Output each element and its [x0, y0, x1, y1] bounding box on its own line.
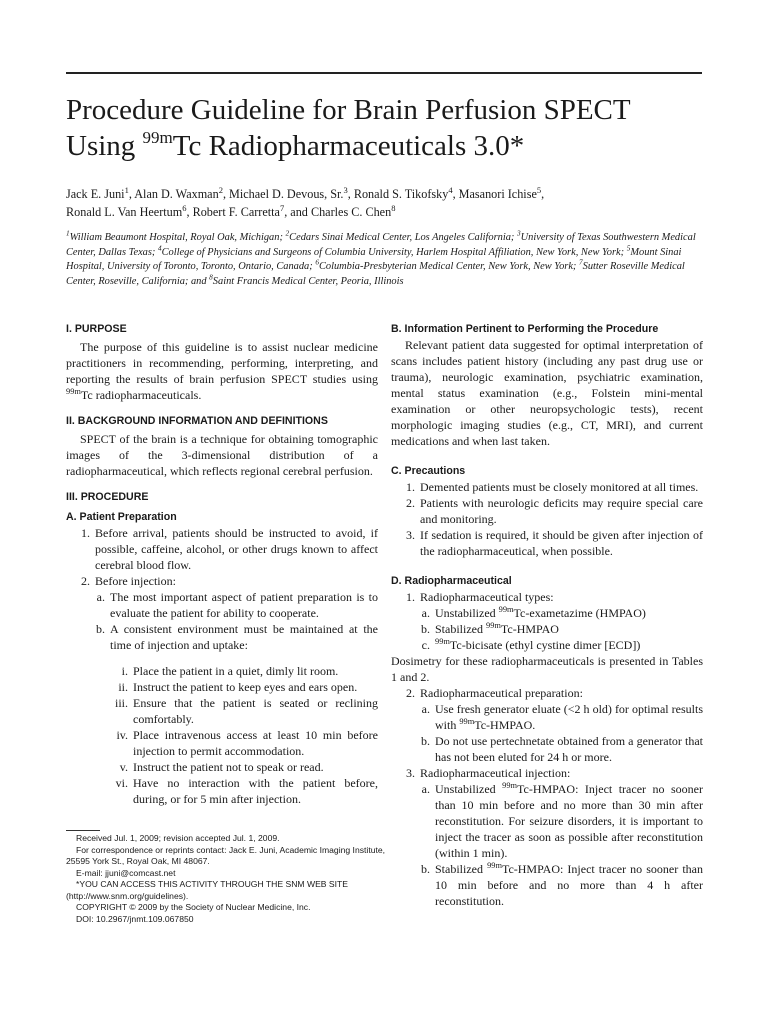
purpose-paragraph: The purpose of this guideline is to assist nuclear medicine practitioners in recommending, performing, interpreting, and reporting the results of brain perfusion SPECT studies using $^{99m}$Tc radiopharmaceuticals.: [66, 340, 378, 402]
list-item: b. Do not use pertechnetate obtained from a generator that has not been eluted for 24 h or more.: [421, 734, 703, 764]
footnote-email: E-mail: jjuni@comcast.net: [76, 867, 176, 878]
list-item: iv. Place intravenous access at least 10 min before injection to permit accommodation.: [116, 728, 378, 758]
list-item: 2. Patients with neurologic deficits may require special care and monitoring.: [406, 496, 703, 526]
list-item: b. Stabilized $^{99m}$Tc-HMPAO: Inject tracer no sooner than 10 min before and no more than 4 h after reconstitution.: [421, 861, 703, 908]
author-list: [66, 185, 706, 221]
title-line-1: Procedure Guideline for Brain Perfusion SPECT: [66, 94, 631, 126]
section-heading-procedure: III. PROCEDURE: [66, 491, 149, 503]
footnote-correspondence: For correspondence or reprints contact: Jack E. Juni, Academic Imaging Institute, 25595 York St., Royal Oak, MI 48067.: [66, 844, 386, 866]
list-item: iii. Ensure that the patient is seated or reclining comfortably.: [114, 696, 378, 726]
author: Ronald L. Van Heertum$^6$,: [66, 202, 193, 219]
top-rule: [66, 72, 702, 74]
title-line-2-prefix: Using: [66, 130, 143, 162]
list-item: a. Unstabilized $^{99m}$Tc-exametazime (HMPAO): [421, 605, 646, 620]
title-line-2-suffix: Tc Radiopharmaceuticals 3.0*: [172, 130, 525, 162]
dosimetry-paragraph: Dosimetry for these radiopharmaceuticals is presented in Tables 1 and 2.: [391, 654, 703, 684]
affiliations: $^1$William Beaumont Hospital, Royal Oak, Michigan; $^2$Cedars Sinai Medical Center, Los Angeles California; $^3$University of Texas Southwestern Medical Center, Dallas Texas; $^4$College of Physicians and Surgeons of Columbia University, Harlem Hospital Affiliation, New York, New York; $^5$Mount Sinai Hospital, University of Toronto, Toronto, Ontario, Canada; $^6$Columbia-Presbyterian Medical Center, New York, New York; $^7$Sutter Roseville Medical Center, Roseville, California; and $^8$Saint Francis Medical Center, Peoria, Illinois: [66, 229, 696, 287]
information-paragraph: Relevant patient data suggested for optimal interpretation of scans includes patient history (including any past drug use or trauma), neurologic examination, psychiatric examination, mental status examination (e.g., Folstein mini-mental examination or other neuropsychologic tests), recent morphologic imaging studies (e.g., CT, MRI), and current medications and when last taken.: [391, 338, 703, 448]
list-item: a. Unstabilized $^{99m}$Tc-HMPAO: Inject tracer no sooner than 10 min before and no more than 30 min after reconstitution. For seizure disorders, it is important to inject the tracer as soon as possible after reconstitution (within 1 min).: [421, 781, 703, 860]
author: Masanori Ichise$^5$,: [458, 184, 545, 201]
footnote-copyright: COPYRIGHT © 2009 by the Society of Nuclear Medicine, Inc.: [76, 902, 311, 912]
list-item: 3. If sedation is required, it should be given after injection of the radiopharmaceutical, when possible.: [406, 528, 703, 558]
list-item: 1. Demented patients must be closely monitored at all times.: [406, 480, 699, 494]
list-item: v. Instruct the patient not to speak or read.: [119, 760, 324, 774]
section-heading-background: II. BACKGROUND INFORMATION AND DEFINITIONS: [66, 415, 328, 427]
footnote-received: Received Jul. 1, 2009; revision accepted Jul. 1, 2009.: [76, 833, 280, 843]
article-title: [66, 92, 726, 164]
author: Ronald S. Tikofsky$^4$,: [353, 184, 459, 201]
list-item: b. Stabilized $^{99m}$Tc-HMPAO: [421, 621, 559, 636]
author: Alan D. Waxman$^2$,: [134, 184, 230, 201]
author: Charles C. Chen$^8$: [310, 202, 396, 219]
list-item: c. $^{99m}$Tc-bicisate (ethyl cystine dimer [ECD]): [421, 637, 641, 652]
list-item: 1. Before arrival, patients should be instructed to avoid, if possible, caffeine, alcohol, or other drugs known to affect cerebral blood flow.: [81, 526, 378, 572]
list-item: ii. Instruct the patient to keep eyes and ears open.: [118, 680, 358, 694]
subsection-heading-precautions: C. Precautions: [391, 465, 466, 477]
footnote-doi: DOI: 10.2967/jnmt.109.067850: [76, 913, 194, 924]
subsection-heading-radiopharmaceutical: D. Radiopharmaceutical: [391, 575, 512, 587]
footnotes: [66, 833, 388, 925]
list-item: 1. Radiopharmaceutical types:: [406, 590, 554, 604]
section-heading-purpose: I. PURPOSE: [66, 323, 127, 335]
author: Jack E. Juni$^1$,: [66, 184, 135, 201]
list-item: 2. Radiopharmaceutical preparation:: [406, 686, 583, 700]
list-item: b. A consistent environment must be maintained at the time of injection and uptake:: [96, 622, 378, 652]
list-item: a. The most important aspect of patient preparation is to evaluate the patient for ability to cooperate.: [96, 590, 378, 620]
subsection-heading-patient-preparation: A. Patient Preparation: [66, 511, 177, 523]
right-column: [391, 321, 703, 909]
list-item: 2. Before injection:: [81, 574, 176, 588]
subsection-heading-information: B. Information Pertinent to Performing the Procedure: [391, 323, 659, 335]
title-isotope-sup: 99m: [142, 128, 173, 147]
author: Michael D. Devous, Sr.$^3$,: [229, 184, 354, 201]
list-item: a. Use fresh generator eluate (<2 h old) for optimal results with $^{99m}$Tc-HMPAO.: [421, 702, 703, 732]
list-item: 3. Radiopharmaceutical injection:: [406, 766, 571, 780]
author: Robert F. Carretta$^7$, and: [192, 202, 311, 219]
left-column: [66, 321, 378, 807]
footnote-web-access: *YOU CAN ACCESS THIS ACTIVITY THROUGH THE SNM WEB SITE (http://www.snm.org/guidelines).: [66, 879, 349, 901]
list-item: i. Place the patient in a quiet, dimly lit room.: [121, 664, 339, 678]
background-paragraph: SPECT of the brain is a technique for obtaining tomographic images of the 3-dimensional distribution of a radiopharmaceutical, which reflects regional cerebral perfusion.: [66, 432, 378, 478]
footnote-rule: [66, 830, 100, 831]
list-item: vi. Have no interaction with the patient before, during, or for 5 min after injection.: [115, 776, 378, 806]
